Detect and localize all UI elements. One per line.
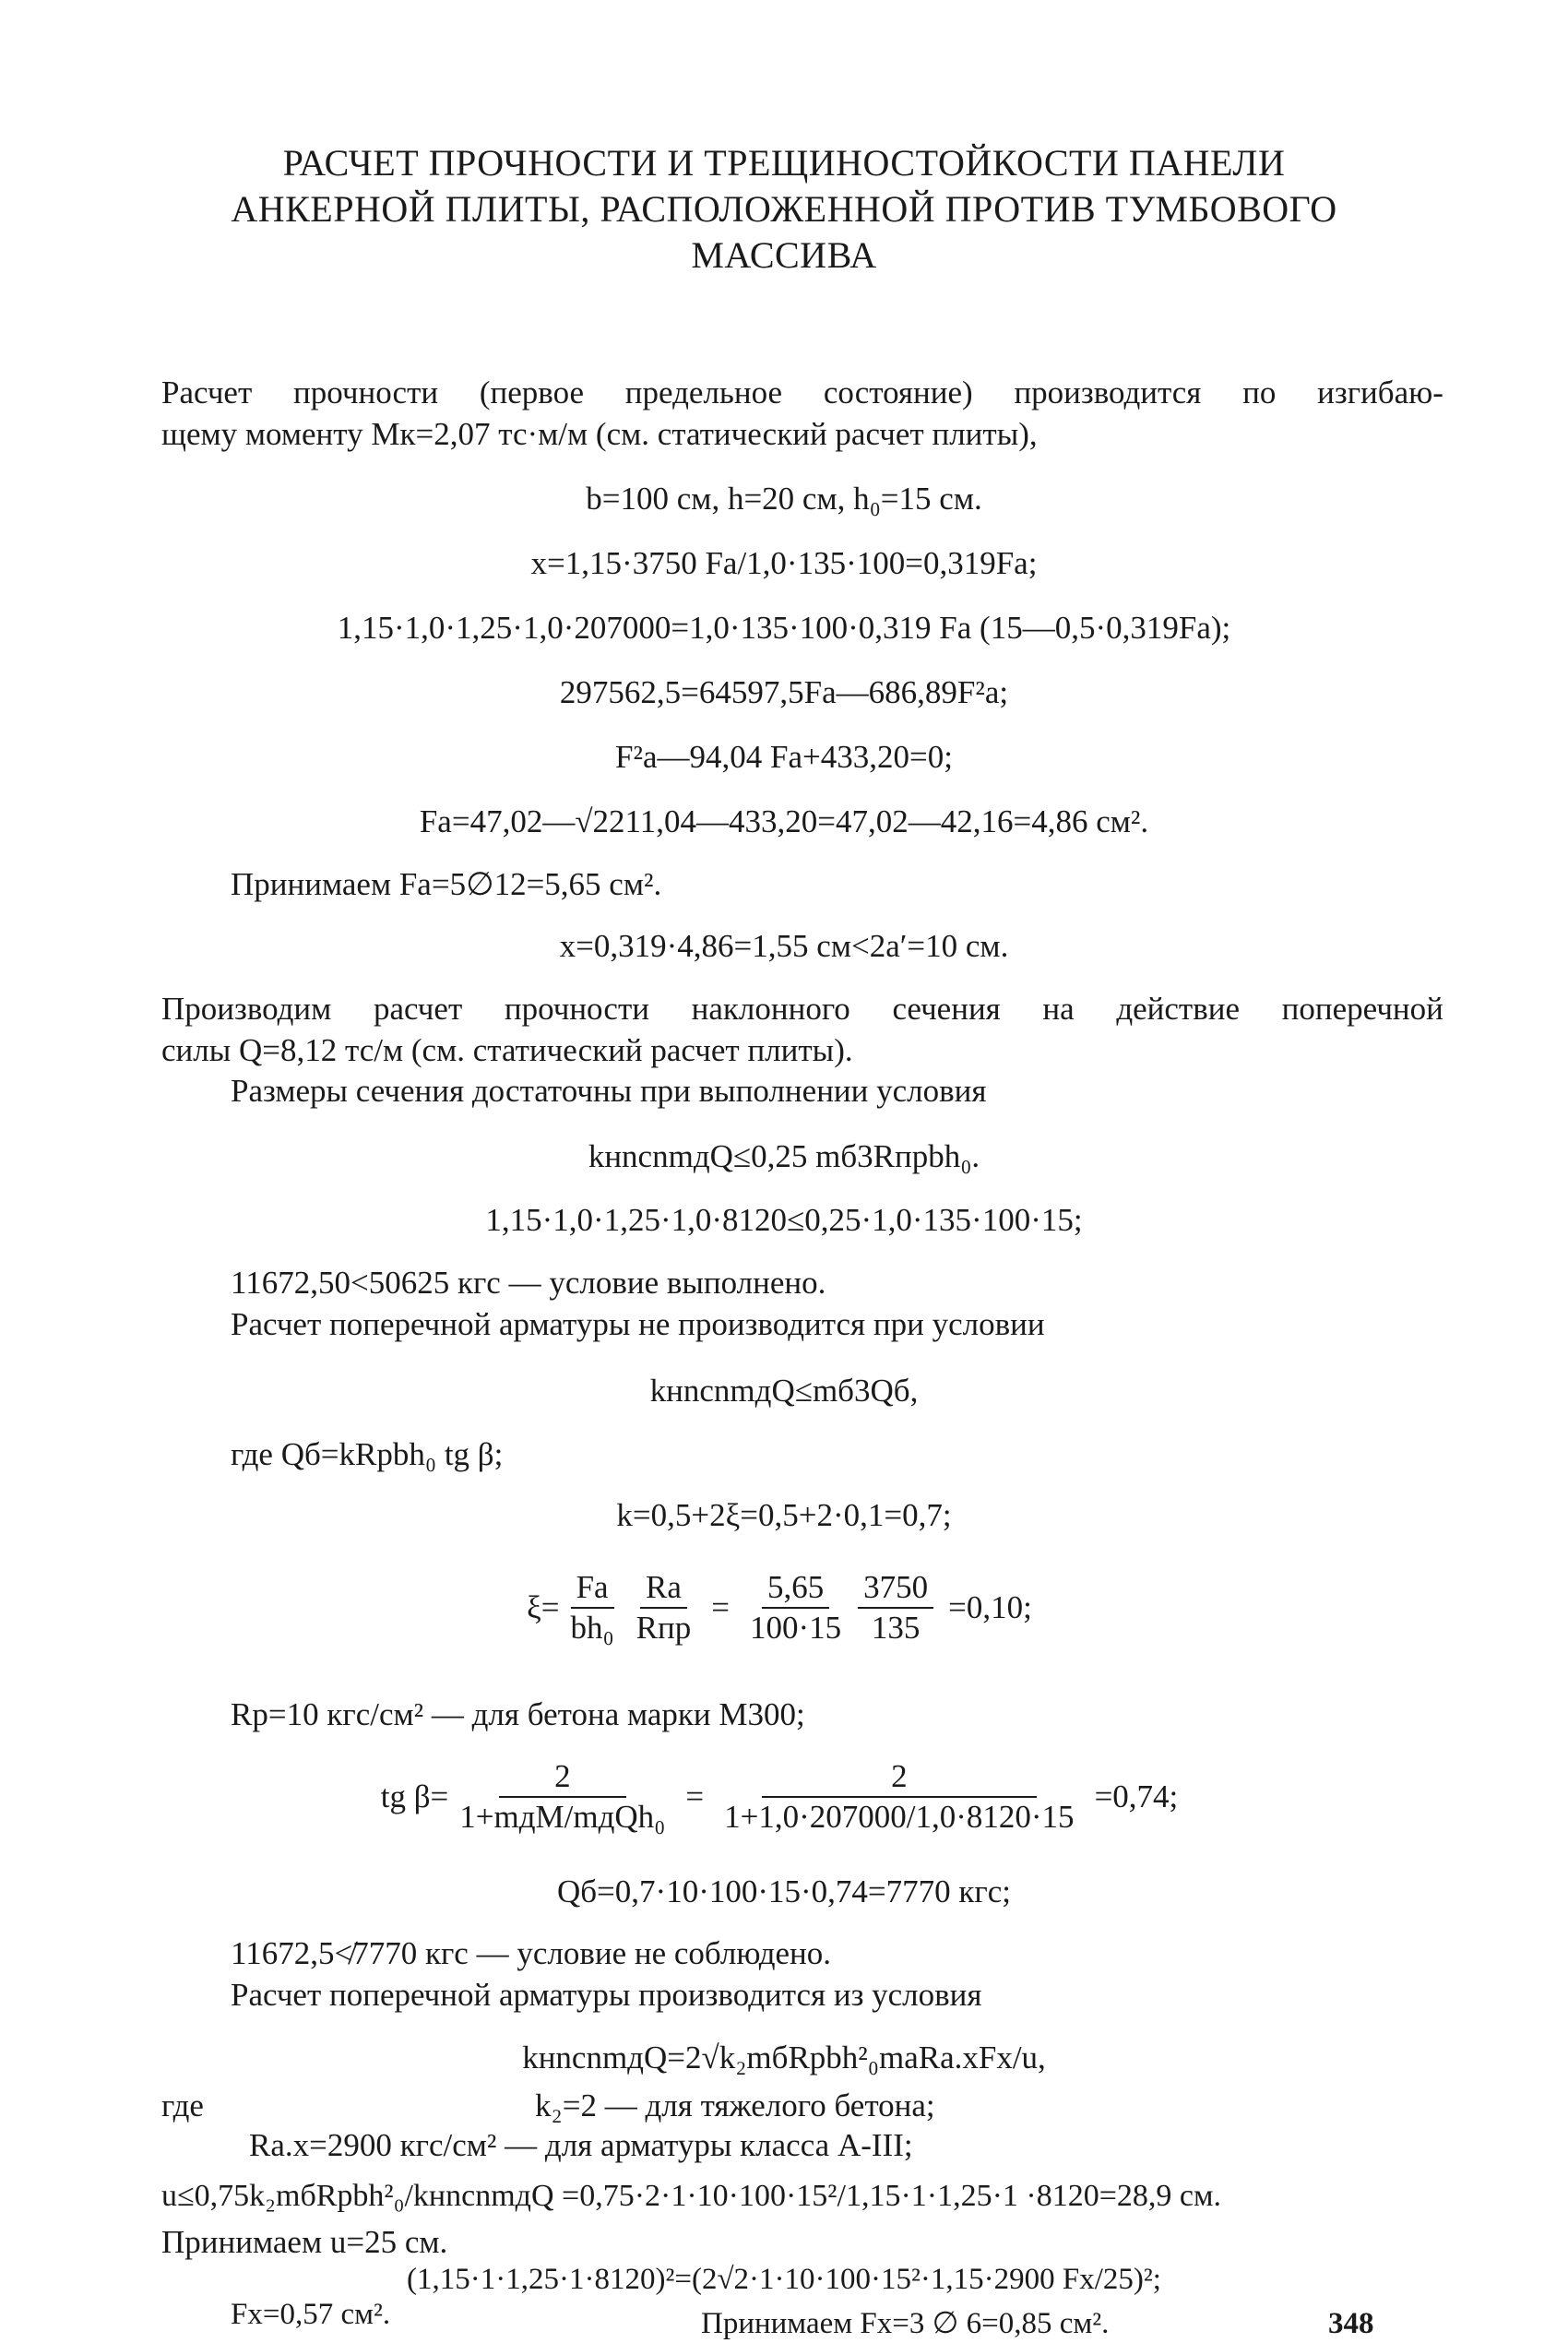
- equation-text: =: [711, 1589, 730, 1625]
- equation-text: ξ=: [527, 1589, 560, 1625]
- paragraph-line: Fх=0,57 см².: [231, 2298, 391, 2331]
- equation: 1,15·1,0·1,25·1,0·8120≤0,25·1,0·135·100·15;: [485, 1202, 1083, 1238]
- fraction-numerator: 2: [499, 1757, 626, 1798]
- fraction-denominator: 1+mдM/mдQh₀: [459, 1799, 666, 1835]
- paragraph-line: Принимаем Fа=5∅12=5,65 см².: [231, 866, 662, 902]
- fraction-numerator: Fа: [571, 1568, 614, 1609]
- fraction: [454, 1757, 671, 1837]
- page-number: 348: [1328, 2307, 1374, 2340]
- paragraph-line: Rр=10 кгс/см² — для бетона марки М300;: [231, 1696, 805, 1732]
- equation-text: tg β=: [380, 1778, 449, 1814]
- equation: k=0,5+2ξ=0,5+2·0,1=0,7;: [616, 1497, 952, 1533]
- equation: x=1,15·3750 Fа/1,0·135·100=0,319Fа;: [530, 545, 1038, 581]
- fraction-numerator: 2: [762, 1757, 1037, 1798]
- word: поперечной: [1281, 991, 1443, 1027]
- title-line: РАСЧЕТ ПРОЧНОСТИ И ТРЕЩИНОСТОЙКОСТИ ПАНЕЛИ: [282, 142, 1286, 184]
- word: расчет: [373, 991, 463, 1027]
- word: состояние): [823, 375, 973, 410]
- paragraph-line: Расчет поперечной арматуры не производится при условии: [231, 1306, 1045, 1342]
- equation: 297562,5=64597,5Fа—686,89F²а;: [559, 674, 1009, 710]
- paragraph-line: силы Q=8,12 тс/м (см. статический расчет плиты).: [161, 1032, 853, 1068]
- word: действие: [1116, 991, 1241, 1027]
- equation: kнnсnmдQ≤mб3Qб,: [649, 1373, 919, 1409]
- fraction-denominator: 1+1,0·207000/1,0·8120·15: [724, 1799, 1075, 1835]
- paragraph-line: где Qб=kRрbh₀ tg β;: [231, 1436, 504, 1472]
- paragraph-line: Размеры сечения достаточны при выполнении условия: [231, 1073, 987, 1109]
- fraction-numerator: 5,65: [762, 1568, 829, 1609]
- paragraph-line: Расчет поперечной арматуры производится из условия: [231, 1977, 982, 2013]
- paragraph-line: Принимаем u=25 см.: [161, 2224, 448, 2260]
- word: на: [1042, 991, 1075, 1027]
- word: (первое: [479, 375, 585, 410]
- page-title: [184, 140, 1384, 279]
- equation-tg-beta: [0, 1757, 1568, 1837]
- fraction-denominator: Rпр: [636, 1610, 692, 1646]
- equation-text: =: [685, 1778, 705, 1814]
- fraction-numerator: 3750: [858, 1568, 933, 1609]
- word: прочности: [293, 375, 439, 410]
- equation-text: =0,10;: [948, 1589, 1032, 1625]
- word: производится: [1014, 375, 1202, 410]
- equation: (1,15·1·1,25·1·8120)²=(2√2·1·10·100·15²·1,15·2900 Fх/25)²;: [407, 2263, 1161, 2296]
- fraction: [631, 1568, 697, 1647]
- word: прочности: [504, 991, 649, 1027]
- paragraph-line: щему моменту Mк=2,07 тс·м/м (см. статический расчет плиты),: [161, 416, 1038, 452]
- word: наклонного: [691, 991, 850, 1027]
- fraction-numerator: Rа: [640, 1568, 687, 1609]
- word: по: [1242, 375, 1277, 410]
- equation: kнnсnmдQ≤0,25 mб3Rпрbh₀.: [588, 1138, 980, 1174]
- equation: kнnсnmдQ=2√k₂mбRрbh²₀mаRа.хFх/u,: [522, 2040, 1046, 2075]
- equation: F²а—94,04 Fа+433,20=0;: [615, 739, 953, 775]
- where-label: где: [161, 2087, 204, 2123]
- paragraph-line: Принимаем Fх=3 ∅ 6=0,85 см².: [701, 2307, 1110, 2340]
- word: Производим: [161, 991, 332, 1027]
- definition-line: k₂=2 — для тяжелого бетона;: [535, 2087, 935, 2123]
- fraction: [564, 1568, 619, 1647]
- title-line: МАССИВА: [691, 234, 877, 276]
- definition-line: Rа.х=2900 кгс/см² — для арматуры класса А-III;: [249, 2127, 913, 2163]
- fraction-denominator: 135: [871, 1610, 921, 1646]
- paragraph-line: 11672,50<50625 кгс — условие выполнено.: [231, 1265, 826, 1301]
- equation: Fа=47,02—√2211,04—433,20=47,02—42,16=4,86 см².: [419, 803, 1149, 839]
- equation: 1,15·1,0·1,25·1,0·207000=1,0·135·100·0,319 Fа (15—0,5·0,319Fа);: [337, 610, 1231, 646]
- equation: x=0,319·4,86=1,55 см<2a′=10 см.: [559, 928, 1009, 964]
- fraction: [719, 1757, 1079, 1837]
- fraction-denominator: 100·15: [750, 1610, 842, 1646]
- word: сечения: [892, 991, 1001, 1027]
- word: Расчет: [161, 375, 253, 410]
- equation: b=100 см, h=20 см, h₀=15 см.: [586, 481, 982, 517]
- title-line: АНКЕРНОЙ ПЛИТЫ, РАСПОЛОЖЕННОЙ ПРОТИВ ТУМБОВОГО: [231, 188, 1337, 230]
- paragraph-line-justified: [161, 990, 1443, 1029]
- fraction-denominator: bh₀: [570, 1610, 614, 1646]
- fraction: [858, 1568, 933, 1647]
- equation: u≤0,75k₂mбRрbh²₀/kнnсnmдQ =0,75·2·1·10·100·15²/1,15·1·1,25·1 ·8120=28,9 см.: [161, 2179, 1222, 2213]
- word: предельное: [624, 375, 783, 410]
- fraction: [744, 1568, 847, 1647]
- paragraph-line-justified: [161, 374, 1443, 412]
- equation: Qб=0,7·10·100·15·0,74=7770 кгс;: [556, 1873, 1012, 1909]
- paragraph-line: 11672,5≮7770 кгс — условие не соблюдено.: [231, 1935, 832, 1971]
- word: изгибаю-: [1317, 375, 1443, 410]
- equation-xi: [0, 1568, 1568, 1647]
- equation-text: =0,74;: [1094, 1778, 1179, 1814]
